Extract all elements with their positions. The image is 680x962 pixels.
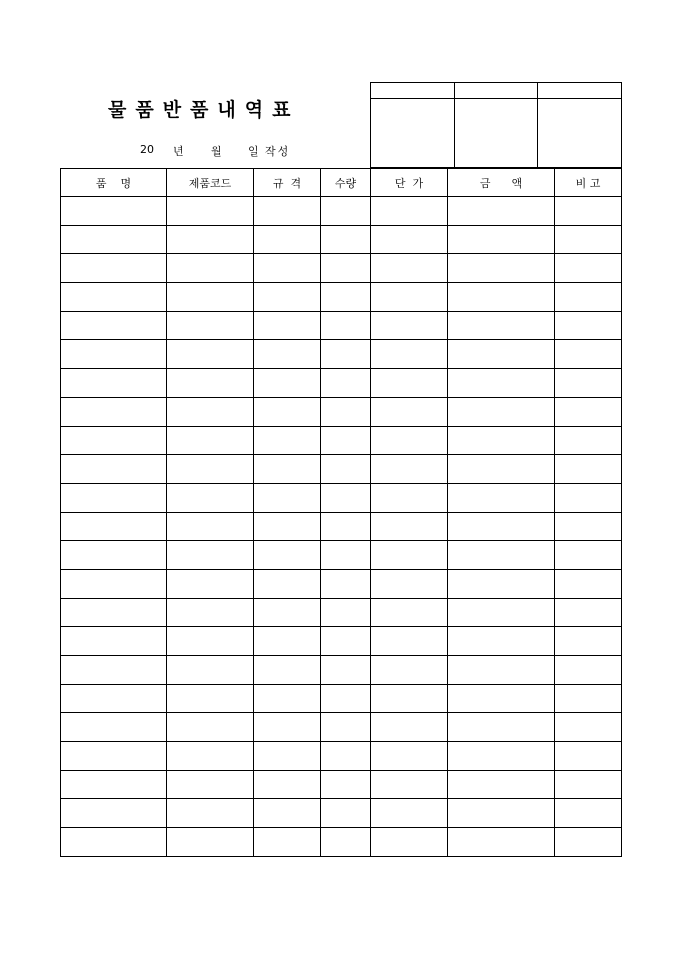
cell-unit-price[interactable] — [371, 598, 448, 627]
cell-unit-price[interactable] — [371, 713, 448, 742]
cell-unit-price[interactable] — [371, 397, 448, 426]
cell-item-name[interactable] — [61, 512, 167, 541]
cell-product-code[interactable] — [167, 483, 254, 512]
cell-unit-price[interactable] — [371, 828, 448, 857]
cell-remarks[interactable] — [555, 397, 622, 426]
cell-amount[interactable] — [448, 197, 555, 226]
cell-item-name[interactable] — [61, 770, 167, 799]
cell-product-code[interactable] — [167, 713, 254, 742]
cell-quantity[interactable] — [321, 455, 371, 484]
cell-unit-price[interactable] — [371, 684, 448, 713]
cell-item-name[interactable] — [61, 340, 167, 369]
cell-unit-price[interactable] — [371, 455, 448, 484]
cell-item-name[interactable] — [61, 455, 167, 484]
cell-remarks[interactable] — [555, 426, 622, 455]
cell-quantity[interactable] — [321, 799, 371, 828]
cell-quantity[interactable] — [321, 483, 371, 512]
cell-quantity[interactable] — [321, 225, 371, 254]
cell-remarks[interactable] — [555, 225, 622, 254]
cell-product-code[interactable] — [167, 397, 254, 426]
cell-unit-price[interactable] — [371, 627, 448, 656]
table-header-row — [61, 169, 622, 197]
cell-amount[interactable] — [448, 828, 555, 857]
cell-amount[interactable] — [448, 340, 555, 369]
table-row — [61, 311, 622, 340]
table-row — [61, 197, 622, 226]
cell-unit-price[interactable] — [371, 369, 448, 398]
cell-remarks[interactable] — [555, 340, 622, 369]
cell-remarks[interactable] — [555, 770, 622, 799]
cell-item-name[interactable] — [61, 713, 167, 742]
cell-amount[interactable] — [448, 799, 555, 828]
table-row — [61, 541, 622, 570]
cell-product-code[interactable] — [167, 197, 254, 226]
cell-remarks[interactable] — [555, 541, 622, 570]
table-row — [61, 426, 622, 455]
cell-product-code[interactable] — [167, 340, 254, 369]
cell-specification[interactable] — [254, 455, 321, 484]
cell-amount[interactable] — [448, 541, 555, 570]
date-suffix-label: 작성 — [265, 145, 291, 158]
table-row — [61, 455, 622, 484]
cell-quantity[interactable] — [321, 770, 371, 799]
cell-amount[interactable] — [448, 426, 555, 455]
cell-quantity[interactable] — [321, 627, 371, 656]
cell-product-code[interactable] — [167, 684, 254, 713]
cell-quantity[interactable] — [321, 541, 371, 570]
approval-box — [370, 82, 622, 168]
cell-product-code[interactable] — [167, 369, 254, 398]
cell-product-code[interactable] — [167, 541, 254, 570]
cell-remarks[interactable] — [555, 656, 622, 685]
cell-remarks[interactable] — [555, 311, 622, 340]
table-row — [61, 369, 622, 398]
cell-specification[interactable] — [254, 426, 321, 455]
cell-unit-price[interactable] — [371, 770, 448, 799]
cell-specification[interactable] — [254, 656, 321, 685]
cell-item-name[interactable] — [61, 598, 167, 627]
cell-specification[interactable] — [254, 598, 321, 627]
cell-item-name[interactable] — [61, 799, 167, 828]
cell-unit-price[interactable] — [371, 340, 448, 369]
cell-amount[interactable] — [448, 713, 555, 742]
table-row — [61, 283, 622, 312]
cell-product-code[interactable] — [167, 569, 254, 598]
cell-product-code[interactable] — [167, 426, 254, 455]
cell-specification[interactable] — [254, 742, 321, 771]
cell-product-code[interactable] — [167, 254, 254, 283]
cell-quantity[interactable] — [321, 426, 371, 455]
cell-remarks[interactable] — [555, 713, 622, 742]
table-row — [61, 627, 622, 656]
cell-specification[interactable] — [254, 369, 321, 398]
cell-specification[interactable] — [254, 627, 321, 656]
cell-amount[interactable] — [448, 455, 555, 484]
cell-amount[interactable] — [448, 369, 555, 398]
cell-unit-price[interactable] — [371, 225, 448, 254]
table-row — [61, 770, 622, 799]
cell-item-name[interactable] — [61, 426, 167, 455]
cell-remarks[interactable] — [555, 569, 622, 598]
cell-specification[interactable] — [254, 340, 321, 369]
cell-amount[interactable] — [448, 283, 555, 312]
cell-unit-price[interactable] — [371, 311, 448, 340]
date-year-label: 년 — [173, 145, 184, 158]
cell-unit-price[interactable] — [371, 197, 448, 226]
cell-product-code[interactable] — [167, 828, 254, 857]
cell-product-code[interactable] — [167, 283, 254, 312]
cell-item-name[interactable] — [61, 627, 167, 656]
cell-amount[interactable] — [448, 483, 555, 512]
header-amount: 금 액 — [448, 169, 555, 197]
approval-sign-cell[interactable] — [538, 99, 622, 168]
cell-unit-price[interactable] — [371, 254, 448, 283]
table-row — [61, 340, 622, 369]
table-row — [61, 713, 622, 742]
cell-specification[interactable] — [254, 713, 321, 742]
cell-item-name[interactable] — [61, 483, 167, 512]
cell-remarks[interactable] — [555, 369, 622, 398]
cell-quantity[interactable] — [321, 512, 371, 541]
table-row — [61, 656, 622, 685]
cell-remarks[interactable] — [555, 799, 622, 828]
cell-amount[interactable] — [448, 627, 555, 656]
cell-quantity[interactable] — [321, 598, 371, 627]
cell-specification[interactable] — [254, 254, 321, 283]
cell-product-code[interactable] — [167, 627, 254, 656]
cell-quantity[interactable] — [321, 742, 371, 771]
cell-unit-price[interactable] — [371, 656, 448, 685]
cell-item-name[interactable] — [61, 742, 167, 771]
document-title: 물품반품내역표 — [108, 99, 300, 121]
cell-amount[interactable] — [448, 598, 555, 627]
cell-remarks[interactable] — [555, 627, 622, 656]
cell-remarks[interactable] — [555, 684, 622, 713]
cell-unit-price[interactable] — [371, 283, 448, 312]
cell-unit-price[interactable] — [371, 569, 448, 598]
table-body — [61, 197, 622, 857]
cell-specification[interactable] — [254, 799, 321, 828]
cell-product-code[interactable] — [167, 598, 254, 627]
table-row — [61, 254, 622, 283]
header-item-name: 품 명 — [61, 169, 167, 197]
cell-quantity[interactable] — [321, 569, 371, 598]
table-row — [61, 569, 622, 598]
cell-product-code[interactable] — [167, 770, 254, 799]
approval-sign-row — [371, 99, 622, 168]
cell-remarks[interactable] — [555, 742, 622, 771]
cell-item-name[interactable] — [61, 311, 167, 340]
cell-item-name[interactable] — [61, 828, 167, 857]
cell-product-code[interactable] — [167, 742, 254, 771]
table-row — [61, 799, 622, 828]
table-row — [61, 742, 622, 771]
cell-specification[interactable] — [254, 569, 321, 598]
cell-unit-price[interactable] — [371, 426, 448, 455]
cell-amount[interactable] — [448, 512, 555, 541]
cell-quantity[interactable] — [321, 311, 371, 340]
cell-specification[interactable] — [254, 397, 321, 426]
cell-remarks[interactable] — [555, 254, 622, 283]
approval-header-cell[interactable] — [538, 83, 622, 99]
cell-quantity[interactable] — [321, 713, 371, 742]
cell-product-code[interactable] — [167, 799, 254, 828]
cell-quantity[interactable] — [321, 254, 371, 283]
cell-item-name[interactable] — [61, 569, 167, 598]
cell-amount[interactable] — [448, 742, 555, 771]
header-quantity: 수량 — [321, 169, 371, 197]
cell-amount[interactable] — [448, 770, 555, 799]
approval-header-cell[interactable] — [371, 83, 455, 99]
cell-unit-price[interactable] — [371, 541, 448, 570]
cell-quantity[interactable] — [321, 656, 371, 685]
date-year-prefix: 20 — [140, 143, 154, 156]
cell-remarks[interactable] — [555, 283, 622, 312]
cell-item-name[interactable] — [61, 369, 167, 398]
cell-unit-price[interactable] — [371, 742, 448, 771]
table-row — [61, 598, 622, 627]
cell-specification[interactable] — [254, 684, 321, 713]
cell-product-code[interactable] — [167, 512, 254, 541]
approval-header-row — [371, 83, 622, 99]
cell-specification[interactable] — [254, 541, 321, 570]
cell-product-code[interactable] — [167, 311, 254, 340]
cell-unit-price[interactable] — [371, 483, 448, 512]
cell-item-name[interactable] — [61, 684, 167, 713]
cell-item-name[interactable] — [61, 541, 167, 570]
cell-quantity[interactable] — [321, 369, 371, 398]
cell-item-name[interactable] — [61, 254, 167, 283]
cell-quantity[interactable] — [321, 828, 371, 857]
header-unit-price: 단 가 — [371, 169, 448, 197]
table-row — [61, 828, 622, 857]
cell-item-name[interactable] — [61, 283, 167, 312]
approval-header-cell[interactable] — [455, 83, 538, 99]
header-remarks: 비 고 — [555, 169, 622, 197]
cell-remarks[interactable] — [555, 512, 622, 541]
cell-remarks[interactable] — [555, 483, 622, 512]
approval-sign-cell[interactable] — [371, 99, 455, 168]
date-day-label: 일 — [248, 145, 259, 158]
table-row — [61, 483, 622, 512]
cell-product-code[interactable] — [167, 455, 254, 484]
cell-quantity[interactable] — [321, 197, 371, 226]
cell-unit-price[interactable] — [371, 512, 448, 541]
cell-unit-price[interactable] — [371, 799, 448, 828]
table-row — [61, 684, 622, 713]
cell-product-code[interactable] — [167, 225, 254, 254]
cell-amount[interactable] — [448, 397, 555, 426]
cell-specification[interactable] — [254, 483, 321, 512]
cell-remarks[interactable] — [555, 828, 622, 857]
table-row — [61, 397, 622, 426]
cell-specification[interactable] — [254, 311, 321, 340]
cell-specification[interactable] — [254, 512, 321, 541]
cell-remarks[interactable] — [555, 598, 622, 627]
cell-specification[interactable] — [254, 225, 321, 254]
cell-item-name[interactable] — [61, 225, 167, 254]
cell-amount[interactable] — [448, 254, 555, 283]
cell-specification[interactable] — [254, 828, 321, 857]
header-specification: 규 격 — [254, 169, 321, 197]
table-row — [61, 225, 622, 254]
cell-specification[interactable] — [254, 283, 321, 312]
cell-remarks[interactable] — [555, 197, 622, 226]
table-row — [61, 512, 622, 541]
cell-amount[interactable] — [448, 311, 555, 340]
cell-amount[interactable] — [448, 225, 555, 254]
cell-product-code[interactable] — [167, 656, 254, 685]
cell-item-name[interactable] — [61, 197, 167, 226]
cell-amount[interactable] — [448, 569, 555, 598]
return-items-table — [60, 168, 622, 857]
cell-specification[interactable] — [254, 770, 321, 799]
header-product-code: 제품코드 — [167, 169, 254, 197]
cell-quantity[interactable] — [321, 684, 371, 713]
cell-quantity[interactable] — [321, 340, 371, 369]
cell-quantity[interactable] — [321, 283, 371, 312]
cell-item-name[interactable] — [61, 397, 167, 426]
cell-item-name[interactable] — [61, 656, 167, 685]
cell-specification[interactable] — [254, 197, 321, 226]
cell-amount[interactable] — [448, 684, 555, 713]
cell-quantity[interactable] — [321, 397, 371, 426]
date-month-label: 월 — [211, 145, 222, 158]
cell-remarks[interactable] — [555, 455, 622, 484]
cell-amount[interactable] — [448, 656, 555, 685]
approval-sign-cell[interactable] — [455, 99, 538, 168]
